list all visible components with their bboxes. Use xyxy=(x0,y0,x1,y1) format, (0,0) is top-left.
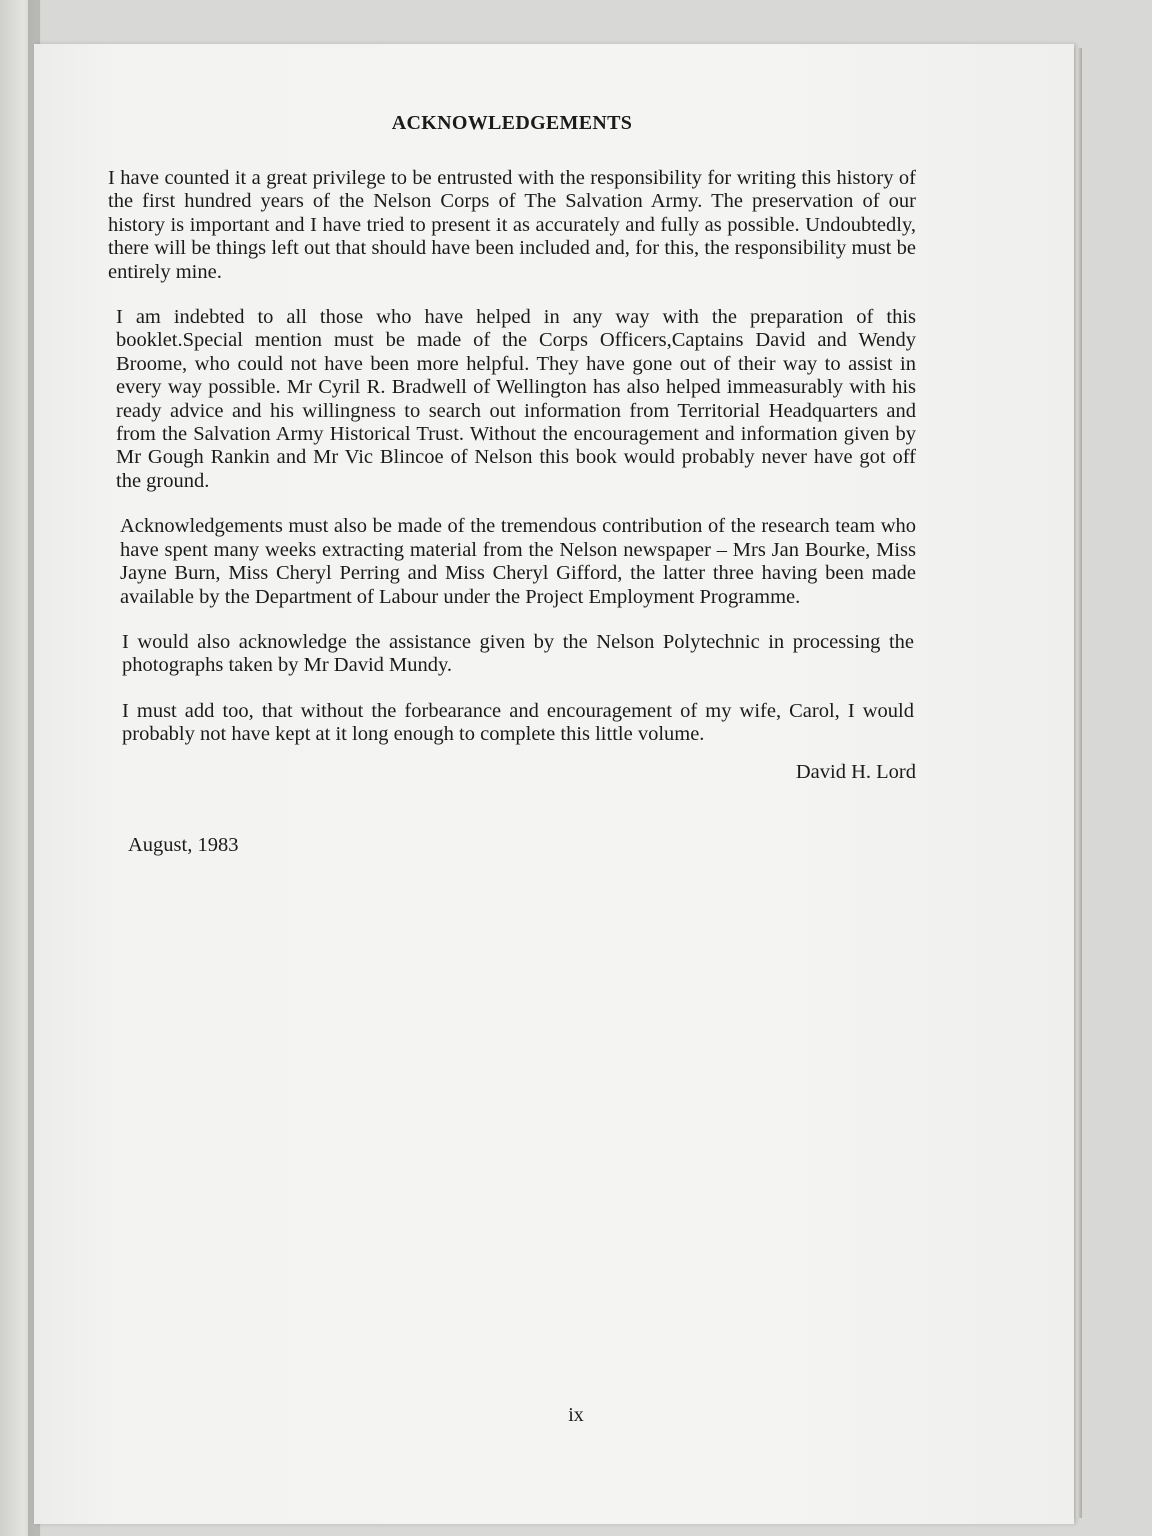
paragraph: I have counted it a great privilege to be entrusted with the responsibility for writing this history of the first hundred years of the Nelson Corps of The Salvation Army. The preservation of our history is important and I have tried to present it as accurately and fully as possible. Undoubtedly, there will be things left out that should have been included and, for this, the responsibility must be entirely mine. xyxy=(108,167,916,283)
page-number: ix xyxy=(568,1404,584,1426)
page-content xyxy=(108,112,916,857)
author-signature: David H. Lord xyxy=(795,760,916,783)
paragraph: I am indebted to all those who have helped in any way with the preparation of this booklet.Special mention must be made of the Corps Officers,Captains David and Wendy Broome, who could not have been more helpful. They have gone out of their way to assist in every way possible. Mr Cyril R. Bradwell of Wellington has also helped immeasurably with his ready advice and his willingness to search out information from Territorial Headquarters and from the Salvation Army Historical Trust. Without the encouragement and information given by Mr Gough Rankin and Mr Vic Blincoe of Nelson this book would probably never have got off the ground. xyxy=(116,306,916,492)
paragraph: I would also acknowledge the assistance given by the Nelson Polytechnic in processing the photographs taken by Mr David Mundy. xyxy=(122,630,914,677)
paragraph: I must add too, that without the forbearance and encouragement of my wife, Carol, I would probably not have kept at it long enough to complete this little volume. xyxy=(122,699,914,746)
date-line: August, 1983 xyxy=(128,833,239,856)
paragraph: Acknowledgements must also be made of the tremendous contribution of the research team who have spent many weeks extracting material from the Nelson newspaper – Mrs Jan Bourke, Miss Jayne Burn, Miss Cheryl Perring and Miss Cheryl Gifford, the latter three having been made available by the Department of Labour under the Project Employment Programme. xyxy=(120,515,916,608)
page-title: ACKNOWLEDGEMENTS xyxy=(391,112,633,134)
